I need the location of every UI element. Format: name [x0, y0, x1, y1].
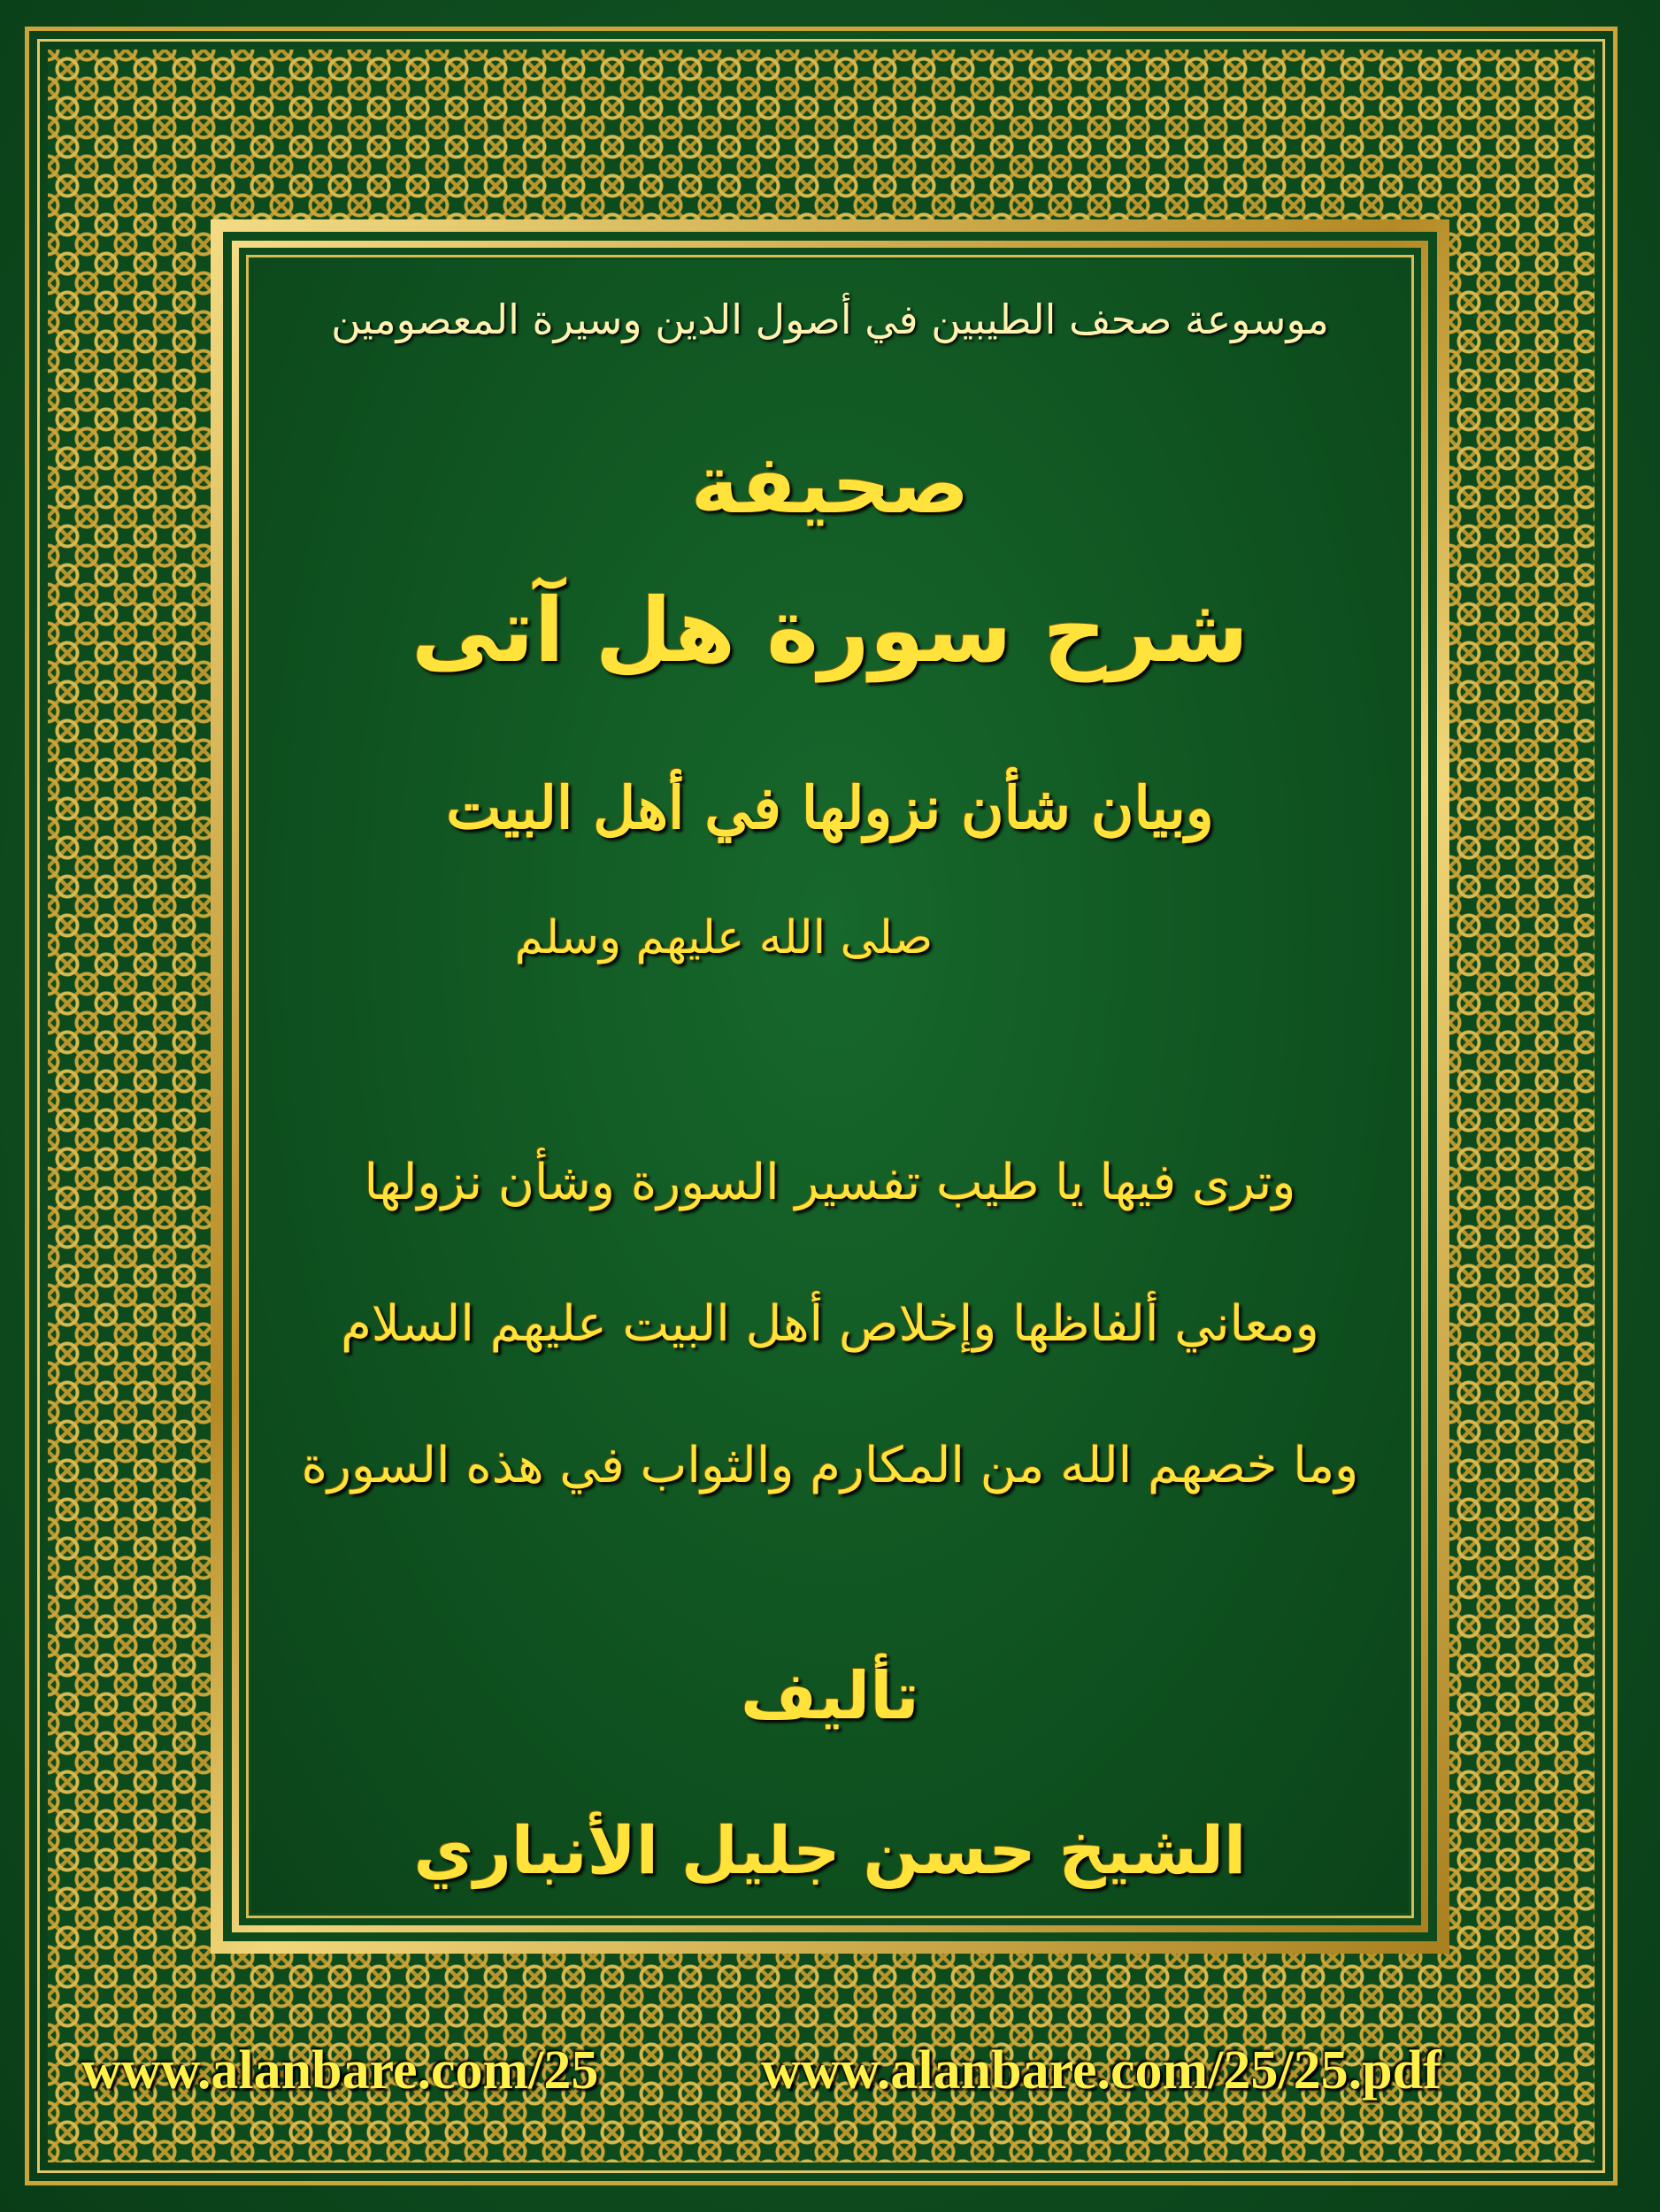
- description-line: ومعاني ألفاظها وإخلاص أهل البيت عليهم السلام: [341, 1295, 1319, 1353]
- title-word: صحيفة: [690, 437, 970, 532]
- subtitle: وبيان شأن نزولها في أهل البيت: [446, 773, 1214, 842]
- series-title: موسوعة صحف الطيبين في أصول الدين وسيرة المعصومين: [331, 296, 1329, 343]
- blessing-text: صلى الله عليهم وسلم: [514, 911, 934, 964]
- description-line: وما خصهم الله من المكارم والثواب في هذه السورة: [301, 1437, 1359, 1494]
- title-panel: [251, 260, 1409, 1913]
- pdf-link[interactable]: www.alanbare.com/25/25.pdf: [761, 2040, 1441, 2101]
- book-title: شرح سورة هل آتى: [411, 579, 1249, 682]
- description-line: وترى فيها يا طيب تفسير السورة وشأن نزولها: [364, 1154, 1296, 1211]
- author-name: الشيخ حسن جليل الأنباري: [413, 1813, 1247, 1889]
- author-label: تأليف: [741, 1658, 919, 1734]
- website-link[interactable]: www.alanbare.com/25: [81, 2040, 599, 2101]
